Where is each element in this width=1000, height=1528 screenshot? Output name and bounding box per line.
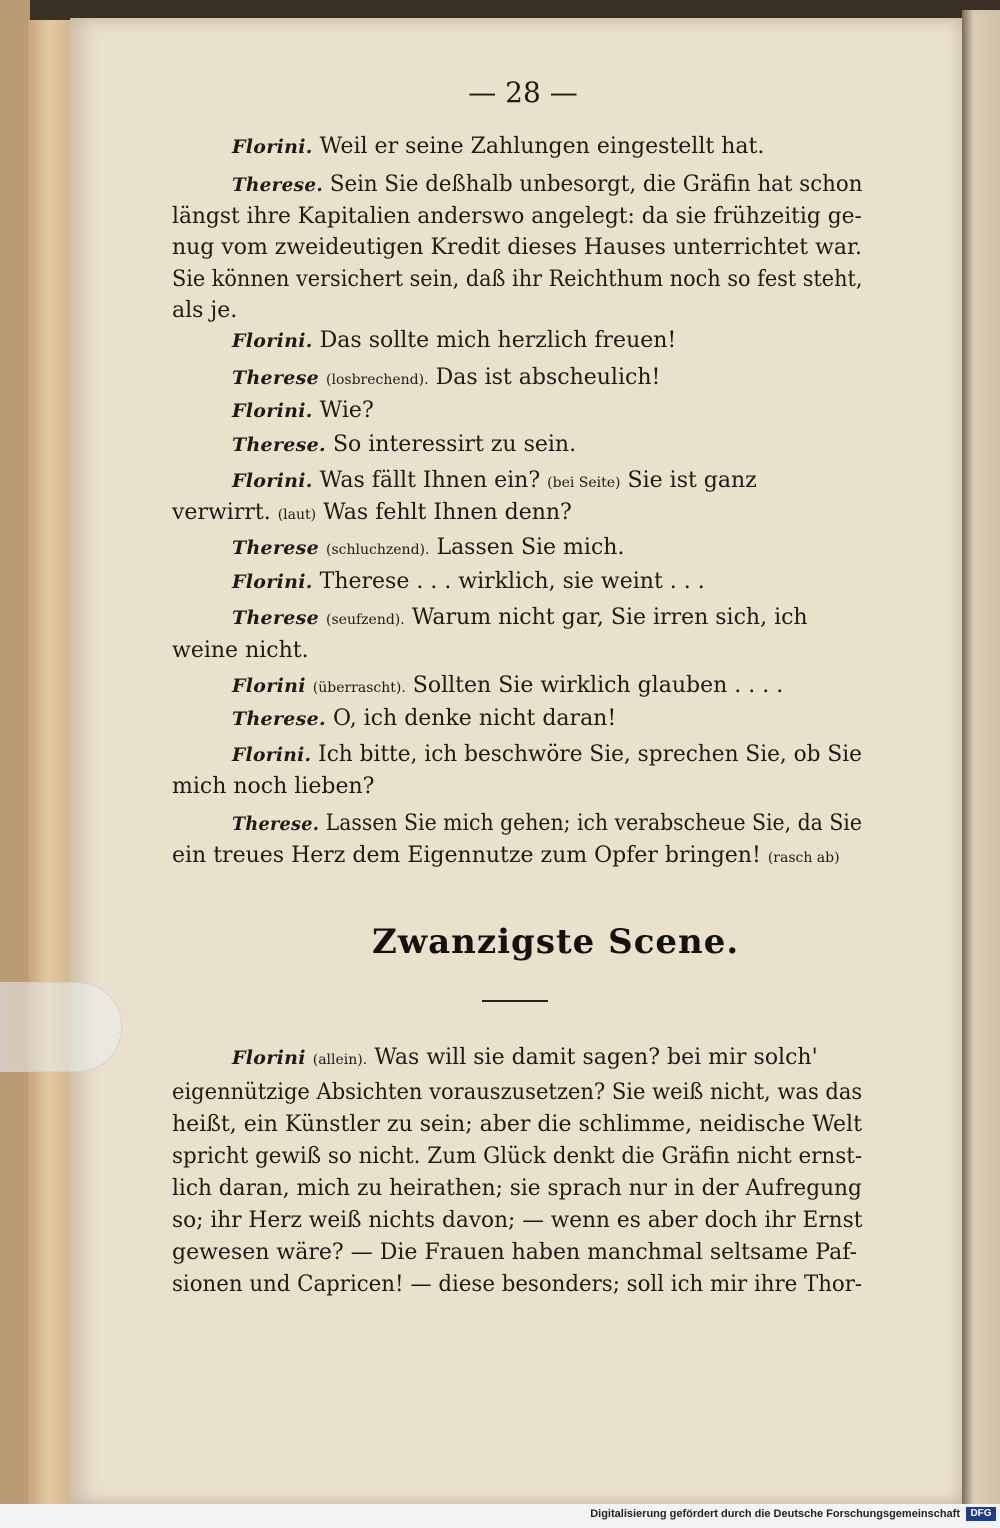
scene-heading: Zwanzigste Scene.	[372, 922, 740, 962]
speaker-name: Florini	[232, 1047, 306, 1069]
speaker-name: Florini.	[232, 400, 313, 422]
blocks-line	[232, 170, 862, 200]
line-text: Warum nicht gar, Sie irren sich, ich	[411, 605, 808, 630]
line-text: Lassen Sie mich gehen; ich verabscheue Sie, da Sie	[325, 811, 862, 836]
line-text: Was fehlt Ihnen denn?	[323, 500, 572, 525]
blocks-line	[232, 132, 764, 162]
line-text: Weil er seine Zahlungen eingestellt hat.	[319, 134, 765, 159]
heading-rule	[482, 1000, 548, 1002]
line-text: Das ist abscheulich!	[435, 365, 661, 390]
stage-direction: (schluchzend).	[326, 542, 430, 558]
blocks-line	[172, 265, 862, 295]
blocks-line	[232, 740, 862, 770]
line-text: Sein Sie deßhalb unbesorgt, die Gräfin hat schon	[329, 172, 863, 197]
dfg-logo: DFG	[966, 1507, 996, 1521]
line-text: mich noch lieben?	[172, 774, 375, 799]
line-text: sionen und Capricen! — diese besonders; soll ich mir ihre Thor-	[172, 1272, 863, 1297]
monologue-line	[172, 1270, 862, 1300]
line-text: Lassen Sie mich.	[436, 535, 625, 560]
line-text: Therese . . . wirklich, sie weint . . .	[319, 569, 705, 594]
stage-direction: (rasch ab)	[767, 850, 840, 866]
blocks-line	[232, 671, 783, 703]
monologue-line	[172, 1238, 857, 1268]
line-text: spricht gewiß so nicht. Zum Glück denkt die Gräfin nicht ernst-	[172, 1144, 863, 1169]
line-text: O, ich denke nicht daran!	[332, 706, 617, 731]
blocks-line	[232, 396, 374, 426]
stage-direction: (überrascht).	[312, 680, 406, 696]
blocks-line	[172, 636, 309, 666]
line-text: eigennützige Absichten vorauszusetzen? Sie weiß nicht, was das	[172, 1080, 863, 1105]
blocks-line	[172, 841, 840, 873]
line-text: Was will sie damit sagen? bei mir solch'	[374, 1045, 818, 1070]
line-text: verwirrt.	[172, 500, 271, 525]
blocks-line	[172, 233, 862, 263]
speaker-name: Therese	[232, 607, 320, 629]
monologue-line	[172, 1206, 862, 1236]
line-text: So interessirt zu sein.	[332, 432, 577, 457]
speaker-name: Florini.	[232, 571, 313, 593]
blocks-line	[232, 533, 624, 565]
monologue-line	[172, 1110, 862, 1140]
monologue-line	[172, 1078, 862, 1108]
line-text: längst ihre Kapitalien anderswo angelegt: da sie frühzeitig ge-	[172, 204, 862, 229]
line-text: Was fällt Ihnen ein?	[319, 468, 541, 493]
line-text: als je.	[172, 298, 238, 323]
monologue-line	[232, 1043, 818, 1075]
speaker-name: Florini.	[232, 136, 313, 158]
blocks-line	[232, 363, 660, 395]
page-number: — 28 —	[468, 76, 578, 109]
line-text: so; ihr Herz weiß nichts davon; — wenn es aber doch ihr Ernst	[172, 1208, 863, 1233]
blocks-line	[232, 430, 576, 460]
line-text: Ich bitte, ich beschwöre Sie, sprechen Sie, ob Sie	[318, 742, 862, 767]
speaker-name: Florini.	[232, 744, 312, 766]
table-surface	[0, 0, 30, 1528]
blocks-line	[172, 296, 237, 326]
blocks-line	[172, 772, 374, 802]
blocks-line	[232, 704, 616, 734]
speaker-name: Florini.	[232, 470, 313, 492]
blocks-line	[232, 466, 757, 498]
speaker-name: Therese.	[232, 813, 320, 835]
stage-direction: (bei Seite)	[547, 475, 621, 491]
stage-direction: (laut)	[277, 507, 317, 523]
line-text: gewesen wäre? — Die Frauen haben manchmal seltsame Paf-	[172, 1240, 858, 1265]
speaker-name: Therese	[232, 537, 320, 559]
binding-edge	[962, 10, 1000, 1510]
footer-credit: Digitalisierung gefördert durch die Deutsche Forschungsgemeinschaft	[590, 1508, 960, 1520]
monologue-line	[172, 1142, 862, 1172]
blocks-line	[232, 603, 808, 635]
stage-direction: (losbrechend).	[326, 372, 429, 388]
speaker-name: Florini.	[232, 330, 313, 352]
blocks-line	[172, 202, 862, 232]
blocks-line	[232, 567, 705, 597]
line-text: Sie ist ganz	[627, 468, 757, 493]
blocks-line	[232, 809, 862, 839]
line-text: Sie können versichert sein, daß ihr Reichthum noch so fest steht,	[172, 267, 863, 292]
stage-direction: (allein).	[312, 1052, 368, 1068]
speaker-name: Therese.	[232, 174, 324, 196]
line-text: ein treues Herz dem Eigennutze zum Opfer bringen!	[172, 843, 761, 868]
blocks-line	[232, 326, 676, 356]
line-text: Sollten Sie wirklich glauben . . . .	[412, 673, 784, 698]
stage-direction: (seufzend).	[326, 612, 405, 628]
blocks-line	[172, 498, 572, 530]
speaker-name: Florini	[232, 675, 306, 697]
line-text: weine nicht.	[172, 638, 309, 663]
line-text: lich daran, mich zu heirathen; sie sprach nur in der Aufregung	[172, 1176, 862, 1201]
line-text: Das sollte mich herzlich freuen!	[319, 328, 677, 353]
line-text: nug vom zweideutigen Kredit dieses Hauses unterrichtet war.	[172, 235, 863, 260]
monologue-line	[172, 1174, 862, 1204]
speaker-name: Therese.	[232, 708, 326, 730]
line-text: Wie?	[319, 398, 374, 423]
speaker-name: Therese	[232, 367, 320, 389]
plastic-clip	[0, 982, 122, 1072]
line-text: heißt, ein Künstler zu sein; aber die schlimme, neidische Welt	[172, 1112, 862, 1137]
speaker-name: Therese.	[232, 434, 326, 456]
